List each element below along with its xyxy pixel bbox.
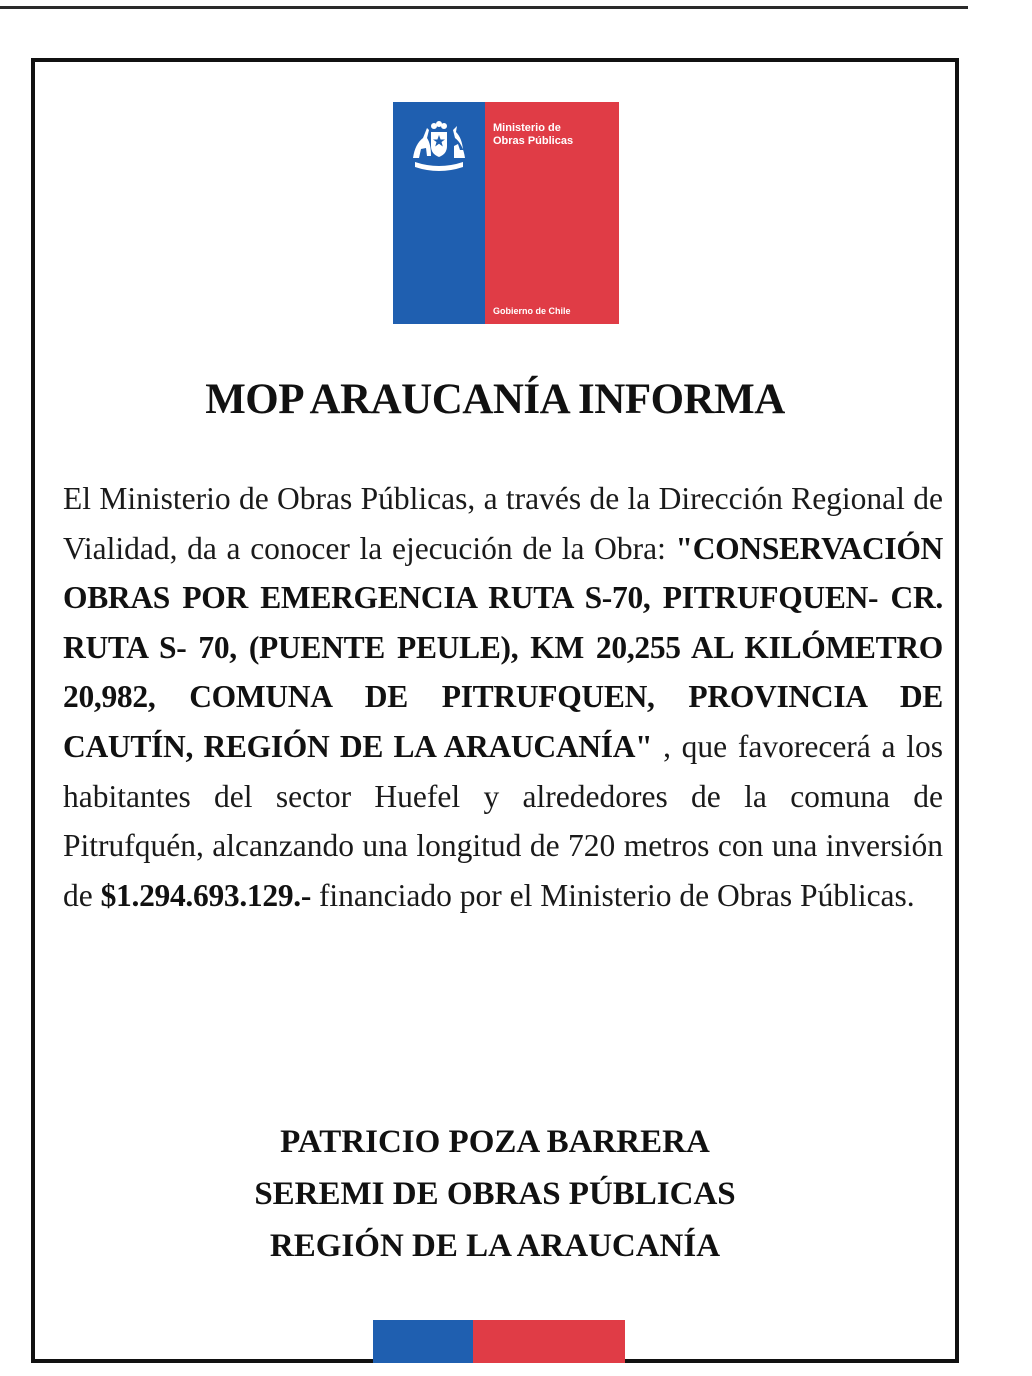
- notice-body: [63, 474, 943, 920]
- flag-blue-segment: [373, 1320, 473, 1363]
- logo-ministry-name: Ministerio de Obras Públicas: [493, 122, 574, 147]
- body-middle: , que favorecerá a los habitantes del sector Huefel y alrededores de la comuna de Pitrufquén, alcanzando una longitud de 720 metros con una inversión de: [63, 728, 943, 913]
- body-intro: El Ministerio de Obras Públicas, a través de la Dirección Regional de Vialidad, da a conocer la ejecución de la Obra:: [63, 481, 943, 566]
- mop-logo: [393, 102, 619, 324]
- investment-amount: $1.294.693.129.-: [100, 877, 312, 913]
- flag-color-bar: [373, 1320, 625, 1363]
- logo-blue-panel: [393, 102, 485, 324]
- top-rule: [0, 6, 968, 9]
- notice-box: [31, 58, 959, 1363]
- flag-red-segment: [473, 1320, 625, 1363]
- logo-red-panel: [485, 102, 619, 324]
- signatory-region: REGIÓN DE LA ARAUCANÍA: [269, 1228, 721, 1264]
- signature-block: [35, 1116, 955, 1272]
- notice-heading: MOP ARAUCANÍA INFORMA: [205, 376, 785, 423]
- signatory-name: PATRICIO POZA BARRERA: [280, 1124, 710, 1160]
- signatory-title: SEREMI DE OBRAS PÚBLICAS: [254, 1176, 736, 1212]
- project-name: "CONSERVACIÓN OBRAS POR EMERGENCIA RUTA S-70, PITRUFQUEN- CR. RUTA S- 70, (PUENTE PEULE), KM 20,255 AL KILÓMETRO 20,982, COMUNA DE PITRUFQUEN, PROVINCIA DE CAUTÍN, REGIÓN DE LA ARAUCANÍA": [63, 530, 943, 764]
- chile-coat-of-arms-icon: [405, 112, 473, 174]
- logo-government-label: Gobierno de Chile: [493, 306, 571, 316]
- body-closing: financiado por el Ministerio de Obras Públicas.: [311, 877, 915, 913]
